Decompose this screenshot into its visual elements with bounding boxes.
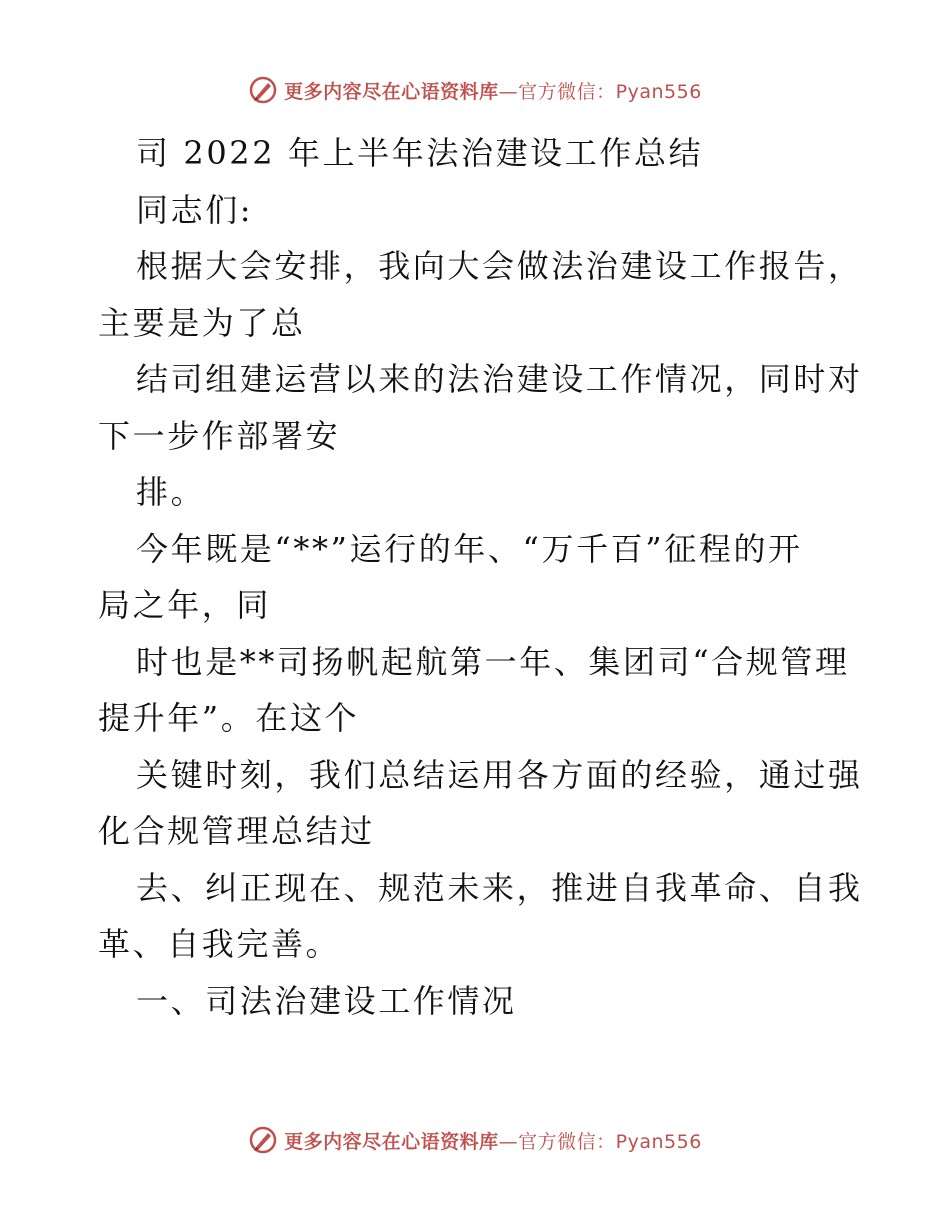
paragraph-line: 革、自我完善。 xyxy=(98,925,341,963)
watermark-text xyxy=(284,1127,702,1154)
paragraph-line: 时也是**司扬帆起航第一年、集团司“合规管理 xyxy=(136,642,850,681)
paragraph-line: 今年既是“**”运行的年、“万千百”征程的开 xyxy=(136,529,803,568)
watermark-main-text: 更多内容尽在心语资料库 xyxy=(284,1130,499,1153)
paragraph-line: 排。 xyxy=(136,473,206,511)
paragraph-line: 关键时刻，我们总结运用各方面的经验，通过强 xyxy=(136,755,863,794)
watermark-separator: — xyxy=(498,1130,519,1153)
paragraph-line: 化合规管理总结过 xyxy=(98,812,375,850)
watermark-suffix: 官方微信：Pyan556 xyxy=(518,80,702,103)
watermark-separator: — xyxy=(498,80,519,103)
paragraph-line: 根据大会安排，我向大会做法治建设工作报告， xyxy=(136,247,863,285)
watermark-header xyxy=(0,70,950,110)
document-title: 司 2022 年上半年法治建设工作总结 xyxy=(136,134,704,172)
document-body xyxy=(98,125,863,1029)
salutation: 同志们: xyxy=(136,190,254,229)
paragraph-line: 下一步作部署安 xyxy=(98,416,341,455)
pen-logo-icon xyxy=(248,75,278,105)
paragraph-line: 去、纠正现在、规范未来，推进自我革命、自我 xyxy=(136,868,863,907)
watermark-main-text: 更多内容尽在心语资料库 xyxy=(284,80,499,103)
paragraph-line: 主要是为了总 xyxy=(98,303,306,342)
paragraph-line: 结司组建运营以来的法治建设工作情况，同时对 xyxy=(136,360,863,398)
paragraph-line: 局之年，同 xyxy=(98,586,272,624)
watermark-suffix: 官方微信：Pyan556 xyxy=(518,1130,702,1153)
watermark-footer xyxy=(0,1120,950,1160)
watermark-text xyxy=(284,77,702,104)
section-heading: 一、司法治建设工作情况 xyxy=(136,981,517,1020)
pen-logo-icon xyxy=(248,1125,278,1155)
paragraph-line: 提升年”。在这个 xyxy=(98,699,360,737)
